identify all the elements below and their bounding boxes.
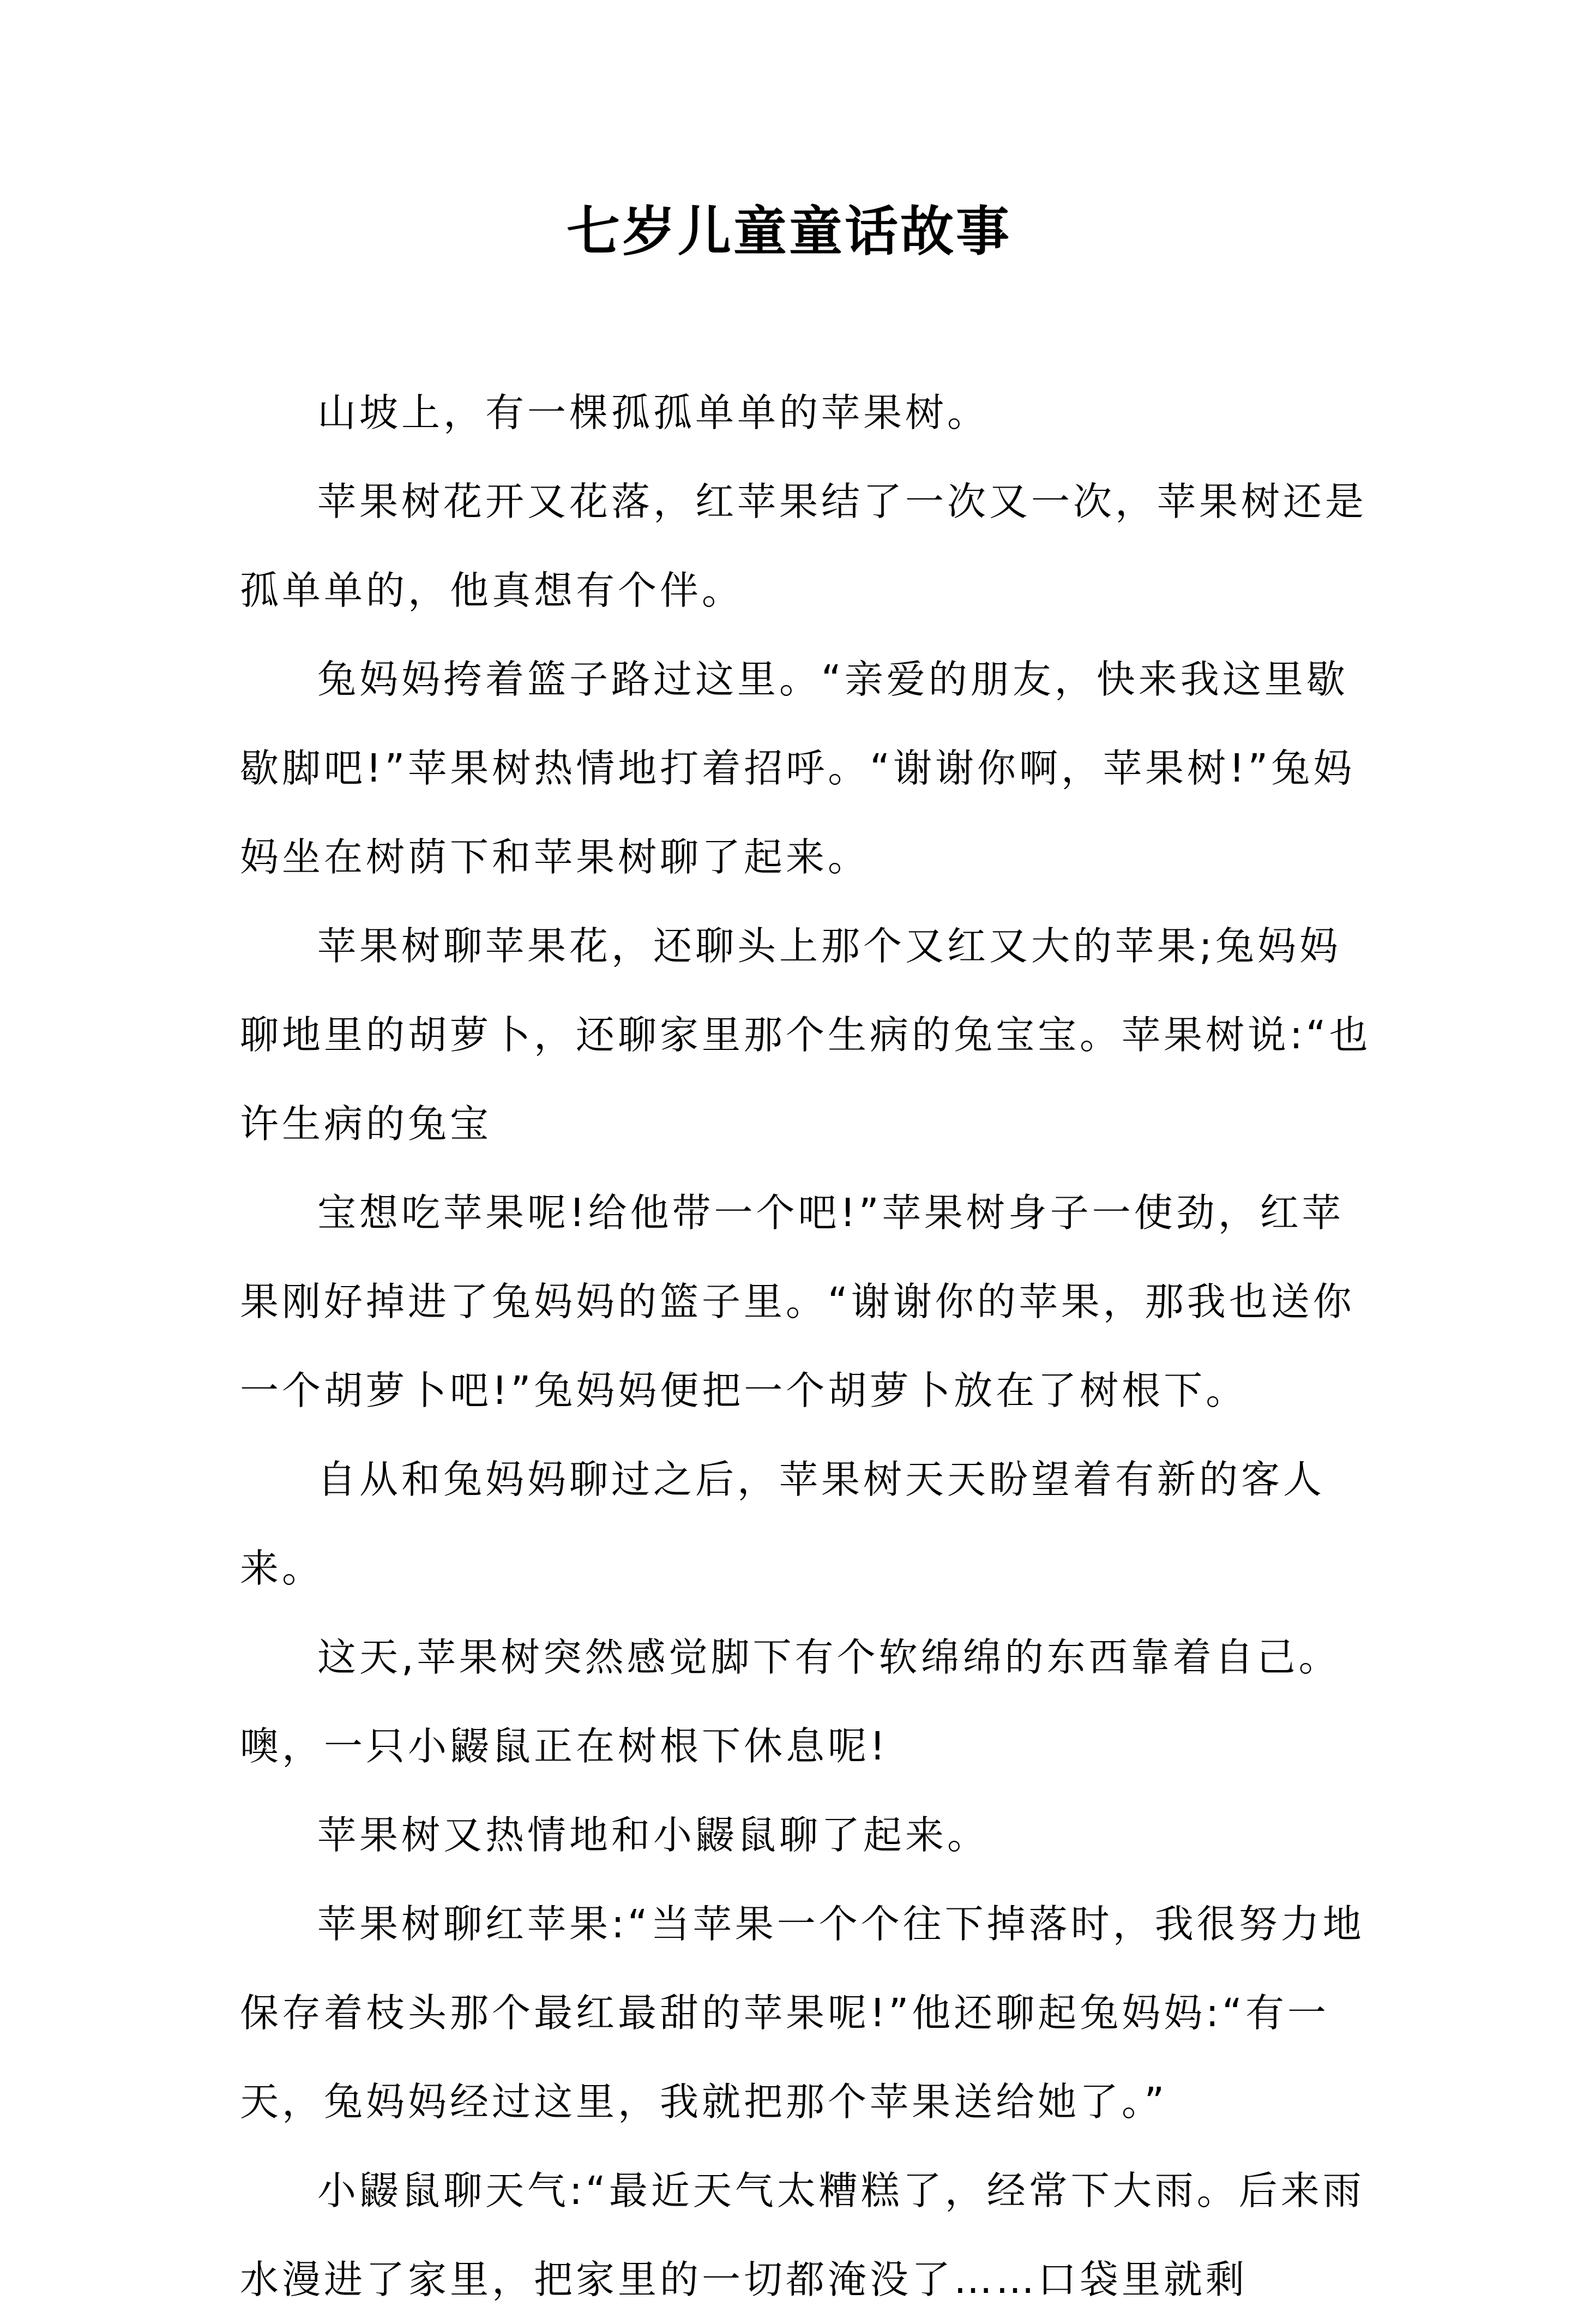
document-title: 七岁儿童童话故事	[566, 200, 1011, 263]
paragraph: 苹果树花开又花落，红苹果结了一次又一次，苹果树还是孤单单的，他真想有个伴。	[240, 479, 1368, 613]
paragraph: 苹果树又热情地和小鼹鼠聊了起来。	[317, 1812, 990, 1858]
paragraph: 宝想吃苹果呢!给他带一个吧!”苹果树身子一使劲，红苹果刚好掉进了兔妈妈的篮子里。“谢谢你的苹果，那我也送你一个胡萝卜吧!”兔妈妈便把一个胡萝卜放在了树根下。	[240, 1190, 1355, 1413]
paragraph: 苹果树聊苹果花，还聊头上那个又红又大的苹果;兔妈妈聊地里的胡萝卜，还聊家里那个生病的兔宝宝。苹果树说:“也许生病的兔宝	[240, 923, 1371, 1146]
paragraph: 山坡上，有一棵孤孤单单的苹果树。	[317, 390, 990, 435]
paragraph: 自从和兔妈妈聊过之后，苹果树天天盼望着有新的客人来。	[240, 1457, 1326, 1591]
document-body	[240, 368, 1374, 2324]
paragraph: 苹果树聊红苹果:“当苹果一个个往下掉落时，我很努力地保存着枝头那个最红最甜的苹果呢!”他还聊起兔妈妈:“有一天，兔妈妈经过这里，我就把那个苹果送给她了。”	[240, 1901, 1365, 2124]
paragraph: 这天,苹果树突然感觉脚下有个软绵绵的东西靠着自己。噢，一只小鼹鼠正在树根下休息呢!	[240, 1635, 1341, 1769]
paragraph: 小鼹鼠聊天气:“最近天气太糟糕了，经常下大雨。后来雨水漫进了家里，把家里的一切都淹没了……口袋里就剩	[240, 2168, 1365, 2302]
paragraph: 兔妈妈挎着篮子路过这里。“亲爱的朋友，快来我这里歇歇脚吧!”苹果树热情地打着招呼。“谢谢你啊，苹果树!”兔妈妈坐在树荫下和苹果树聊了起来。	[240, 657, 1356, 880]
